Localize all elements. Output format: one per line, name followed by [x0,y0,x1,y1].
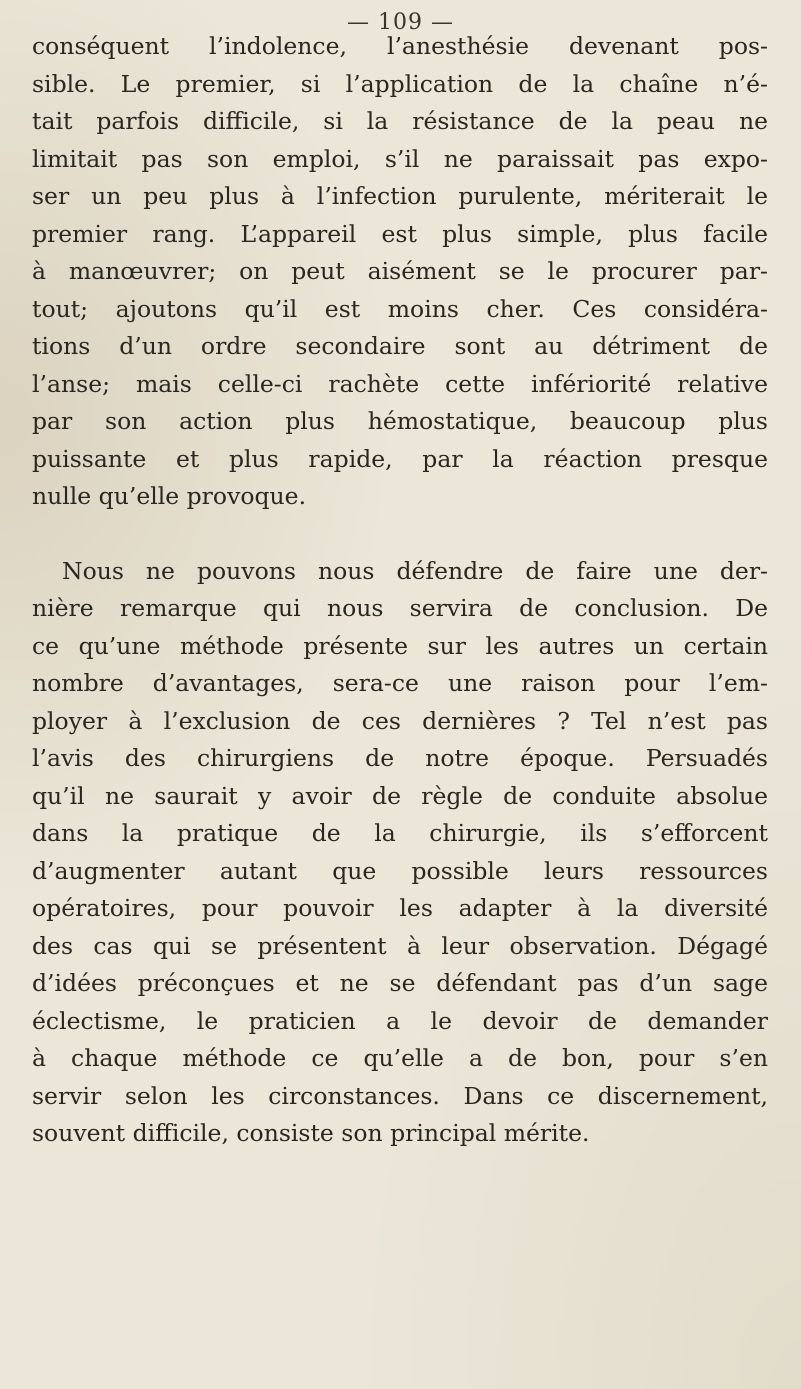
text-line: qu’il ne saurait y avoir de règle de conduite absolue [32,781,768,810]
text-line: servir selon les circonstances. Dans ce discernement, [32,1081,768,1110]
text-line: l’anse; mais celle-ci rachète cette infériorité relative [32,369,768,398]
text-line: tout; ajoutons qu’il est moins cher. Ces considéra- [32,294,768,323]
text-line: d’augmenter autant que possible leurs ressources [32,856,768,885]
page-number: — 109 — [347,10,454,35]
paragraph-1 [32,28,768,516]
text-line: conséquent l’indolence, l’anesthésie devenant pos- [32,32,768,60]
text-line: tait parfois difficile, si la résistance de la peau ne [32,107,768,135]
text-line: nière remarque qui nous servira de conclusion. De [32,594,768,622]
text-line: ployer à l’exclusion de ces dernières ? Tel n’est pas [32,706,768,735]
text-line: ser un peu plus à l’infection purulente, mériterait le [32,182,768,210]
text-line: premier rang. L’appareil est plus simple, plus facile [32,219,768,248]
text-line: opératoires, pour pouvoir les adapter à la diversité [32,894,768,922]
text-line: puissante et plus rapide, par la réaction presque [32,444,768,473]
page-body [32,28,768,1153]
text-line: nombre d’avantages, sera-ce une raison pour l’em- [32,669,768,697]
text-line: des cas qui se présentent à leur observation. Dégagé [32,931,768,960]
text-line: à manœuvrer; on peut aisément se le procurer par- [32,257,768,285]
text-line: nulle qu’elle provoque. [32,482,307,510]
paragraph-2 [32,553,768,1153]
text-line: d’idées préconçues et ne se défendant pas d’un sage [32,969,768,997]
text-line: Nous ne pouvons nous défendre de faire une der- [62,556,768,585]
text-line: dans la pratique de la chirurgie, ils s’efforcent [32,819,768,847]
paragraph-gap [32,516,768,553]
text-line: éclectisme, le praticien a le devoir de demander [32,1006,768,1035]
text-line: par son action plus hémostatique, beaucoup plus [32,407,768,435]
text-line: limitait pas son emploi, s’il ne paraissait pas expo- [32,144,768,173]
text-line: à chaque méthode ce qu’elle a de bon, pour s’en [32,1044,768,1072]
text-line: tions d’un ordre secondaire sont au détriment de [32,332,768,360]
text-line: l’avis des chirurgiens de notre époque. Persuadés [32,744,768,772]
text-line: souvent difficile, consiste son principal mérite. [32,1119,590,1147]
text-line: sible. Le premier, si l’application de la chaîne n’é- [32,69,768,98]
text-line: ce qu’une méthode présente sur les autres un certain [32,631,768,660]
